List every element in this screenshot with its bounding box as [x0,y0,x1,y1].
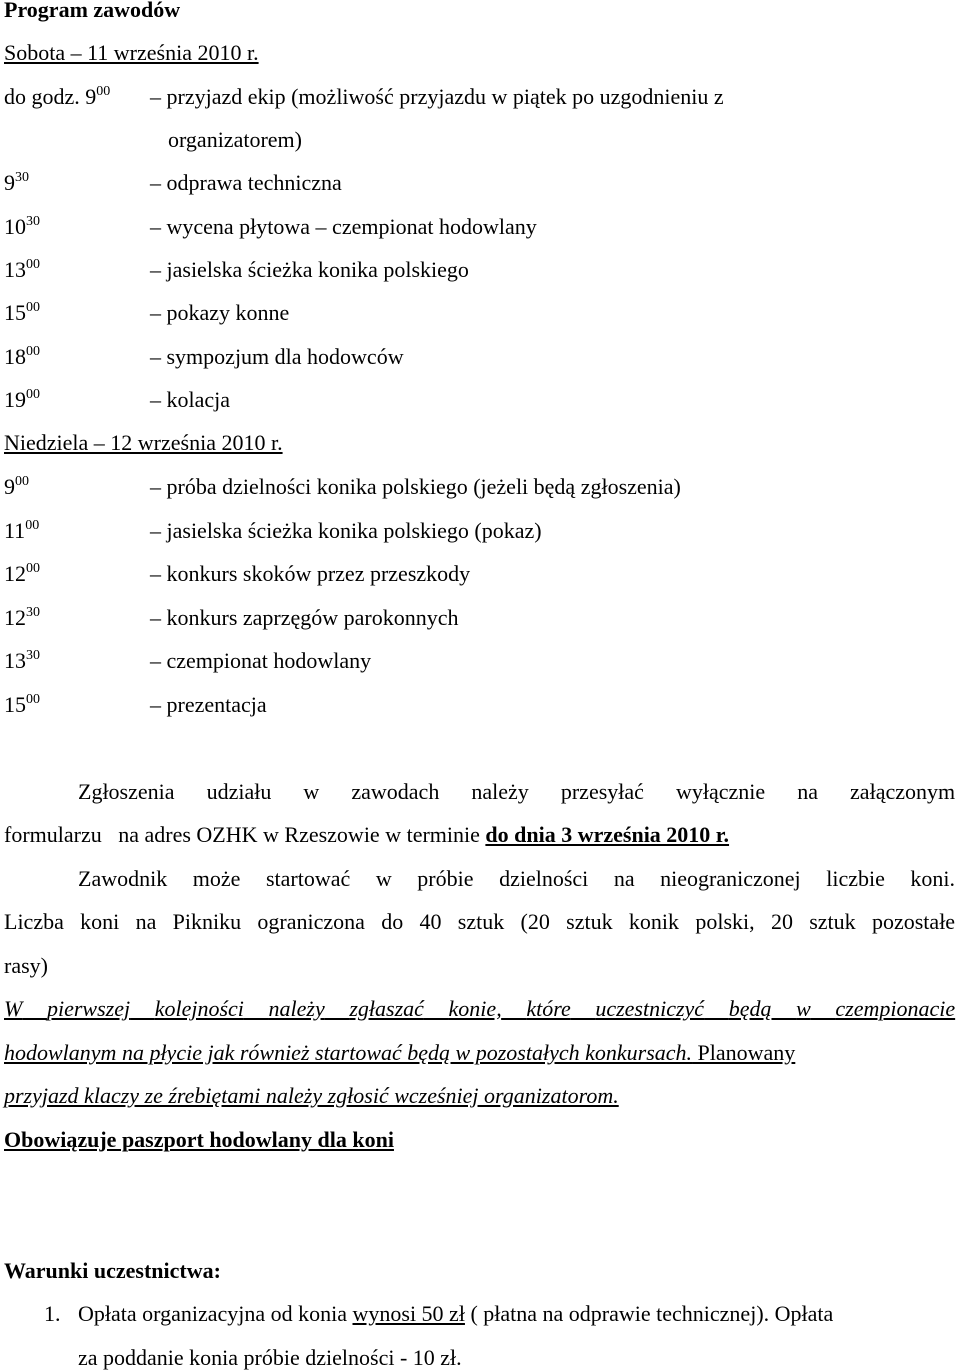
passport-notice: Obowiązuje paszport hodowlany dla koni [4,1127,394,1152]
sunday-heading: Niedziela – 12 września 2010 r. [4,430,283,455]
saturday-heading: Sobota – 11 września 2010 r. [4,40,259,65]
schedule-time: $15^{00}$ [4,692,40,717]
deadline-date: do dnia 3 września 2010 r. [485,822,730,847]
schedule-desc: – jasielska ścieżka konika polskiego [150,257,469,282]
priority-note-line1: W pierwszej kolejności należy zgłaszać konie, które uczestniczyć będą w czempionacie [4,996,956,1021]
schedule-time: $15^{00}$ [4,300,40,325]
schedule-desc: – próba dzielności konika polskiego (jeżeli będą zgłoszenia) [150,474,681,499]
schedule-time: $18^{00}$ [4,344,40,369]
fee-amount: wynosi 50 zł [352,1301,465,1326]
limit-note-line2: rasy) [4,953,48,978]
schedule-desc: – wycena płytowa – czempionat hodowlany [150,214,537,239]
schedule-time: $13^{00}$ [4,257,40,282]
schedule-time: $12^{00}$ [4,561,40,586]
schedule-desc-cont: organizatorem) [168,127,302,152]
conditions-heading: Warunki uczestnictwa: [4,1258,221,1283]
schedule-time: $10^{30}$ [4,214,40,239]
list-item-number: 1. [44,1301,61,1326]
schedule-desc: – sympozjum dla hodowców [150,344,404,369]
schedule-desc: – konkurs skoków przez przeszkody [150,561,471,586]
schedule-time: $19^{00}$ [4,387,40,412]
schedule-time: $9^{00}$ [4,474,29,499]
schedule-time: $9^{30}$ [4,170,29,195]
schedule-desc: – jasielska ścieżka konika polskiego (pokaz) [150,518,542,543]
page-title: Program zawodów [4,0,181,22]
entry-note-line2: formularzu na adres OZHK w Rzeszowie w terminie do dnia 3 września 2010 r. [4,822,730,847]
limit-note-line1: Liczba koni na Pikniku ograniczona do 40 sztuk (20 sztuk konik polski, 20 sztuk pozostałe [4,909,956,934]
schedule-desc: – odprawa techniczna [150,170,342,195]
priority-note-line2: hodowlanym na płycie jak również startować będą w pozostałych konkursach. Planowany [4,1040,796,1065]
schedule-desc: – przyjazd ekip (możliwość przyjazdu w piątek po uzgodnieniu z [150,84,724,109]
schedule-time: $11^{00}$ [4,518,40,543]
schedule-time: $13^{30}$ [4,648,40,673]
schedule-desc: – konkurs zaprzęgów parokonnych [150,605,459,630]
fee-line2: za poddanie konia próbie dzielności - 10 zł. [78,1345,462,1370]
schedule-desc: – prezentacja [150,692,267,717]
priority-note-line3: przyjazd klaczy ze źrebiętami należy zgłosić wcześniej organizatorom. [4,1083,619,1108]
fee-line1: Opłata organizacyjna od konia wynosi 50 zł ( płatna na odprawie technicznej). Opłata [78,1301,834,1326]
schedule-desc: – pokazy konne [150,300,290,325]
schedule-time: do godz. $9^{00}$ [4,84,111,109]
schedule-desc: – czempionat hodowlany [150,648,372,673]
schedule-time: $12^{30}$ [4,605,40,630]
entry-note-line1: Zgłoszenia udziału w zawodach należy przesyłać wyłącznie na załączonym [78,779,956,804]
unlimited-note: Zawodnik może startować w próbie dzielności na nieograniczonej liczbie koni. [78,866,956,891]
schedule-desc: – kolacja [150,387,231,412]
